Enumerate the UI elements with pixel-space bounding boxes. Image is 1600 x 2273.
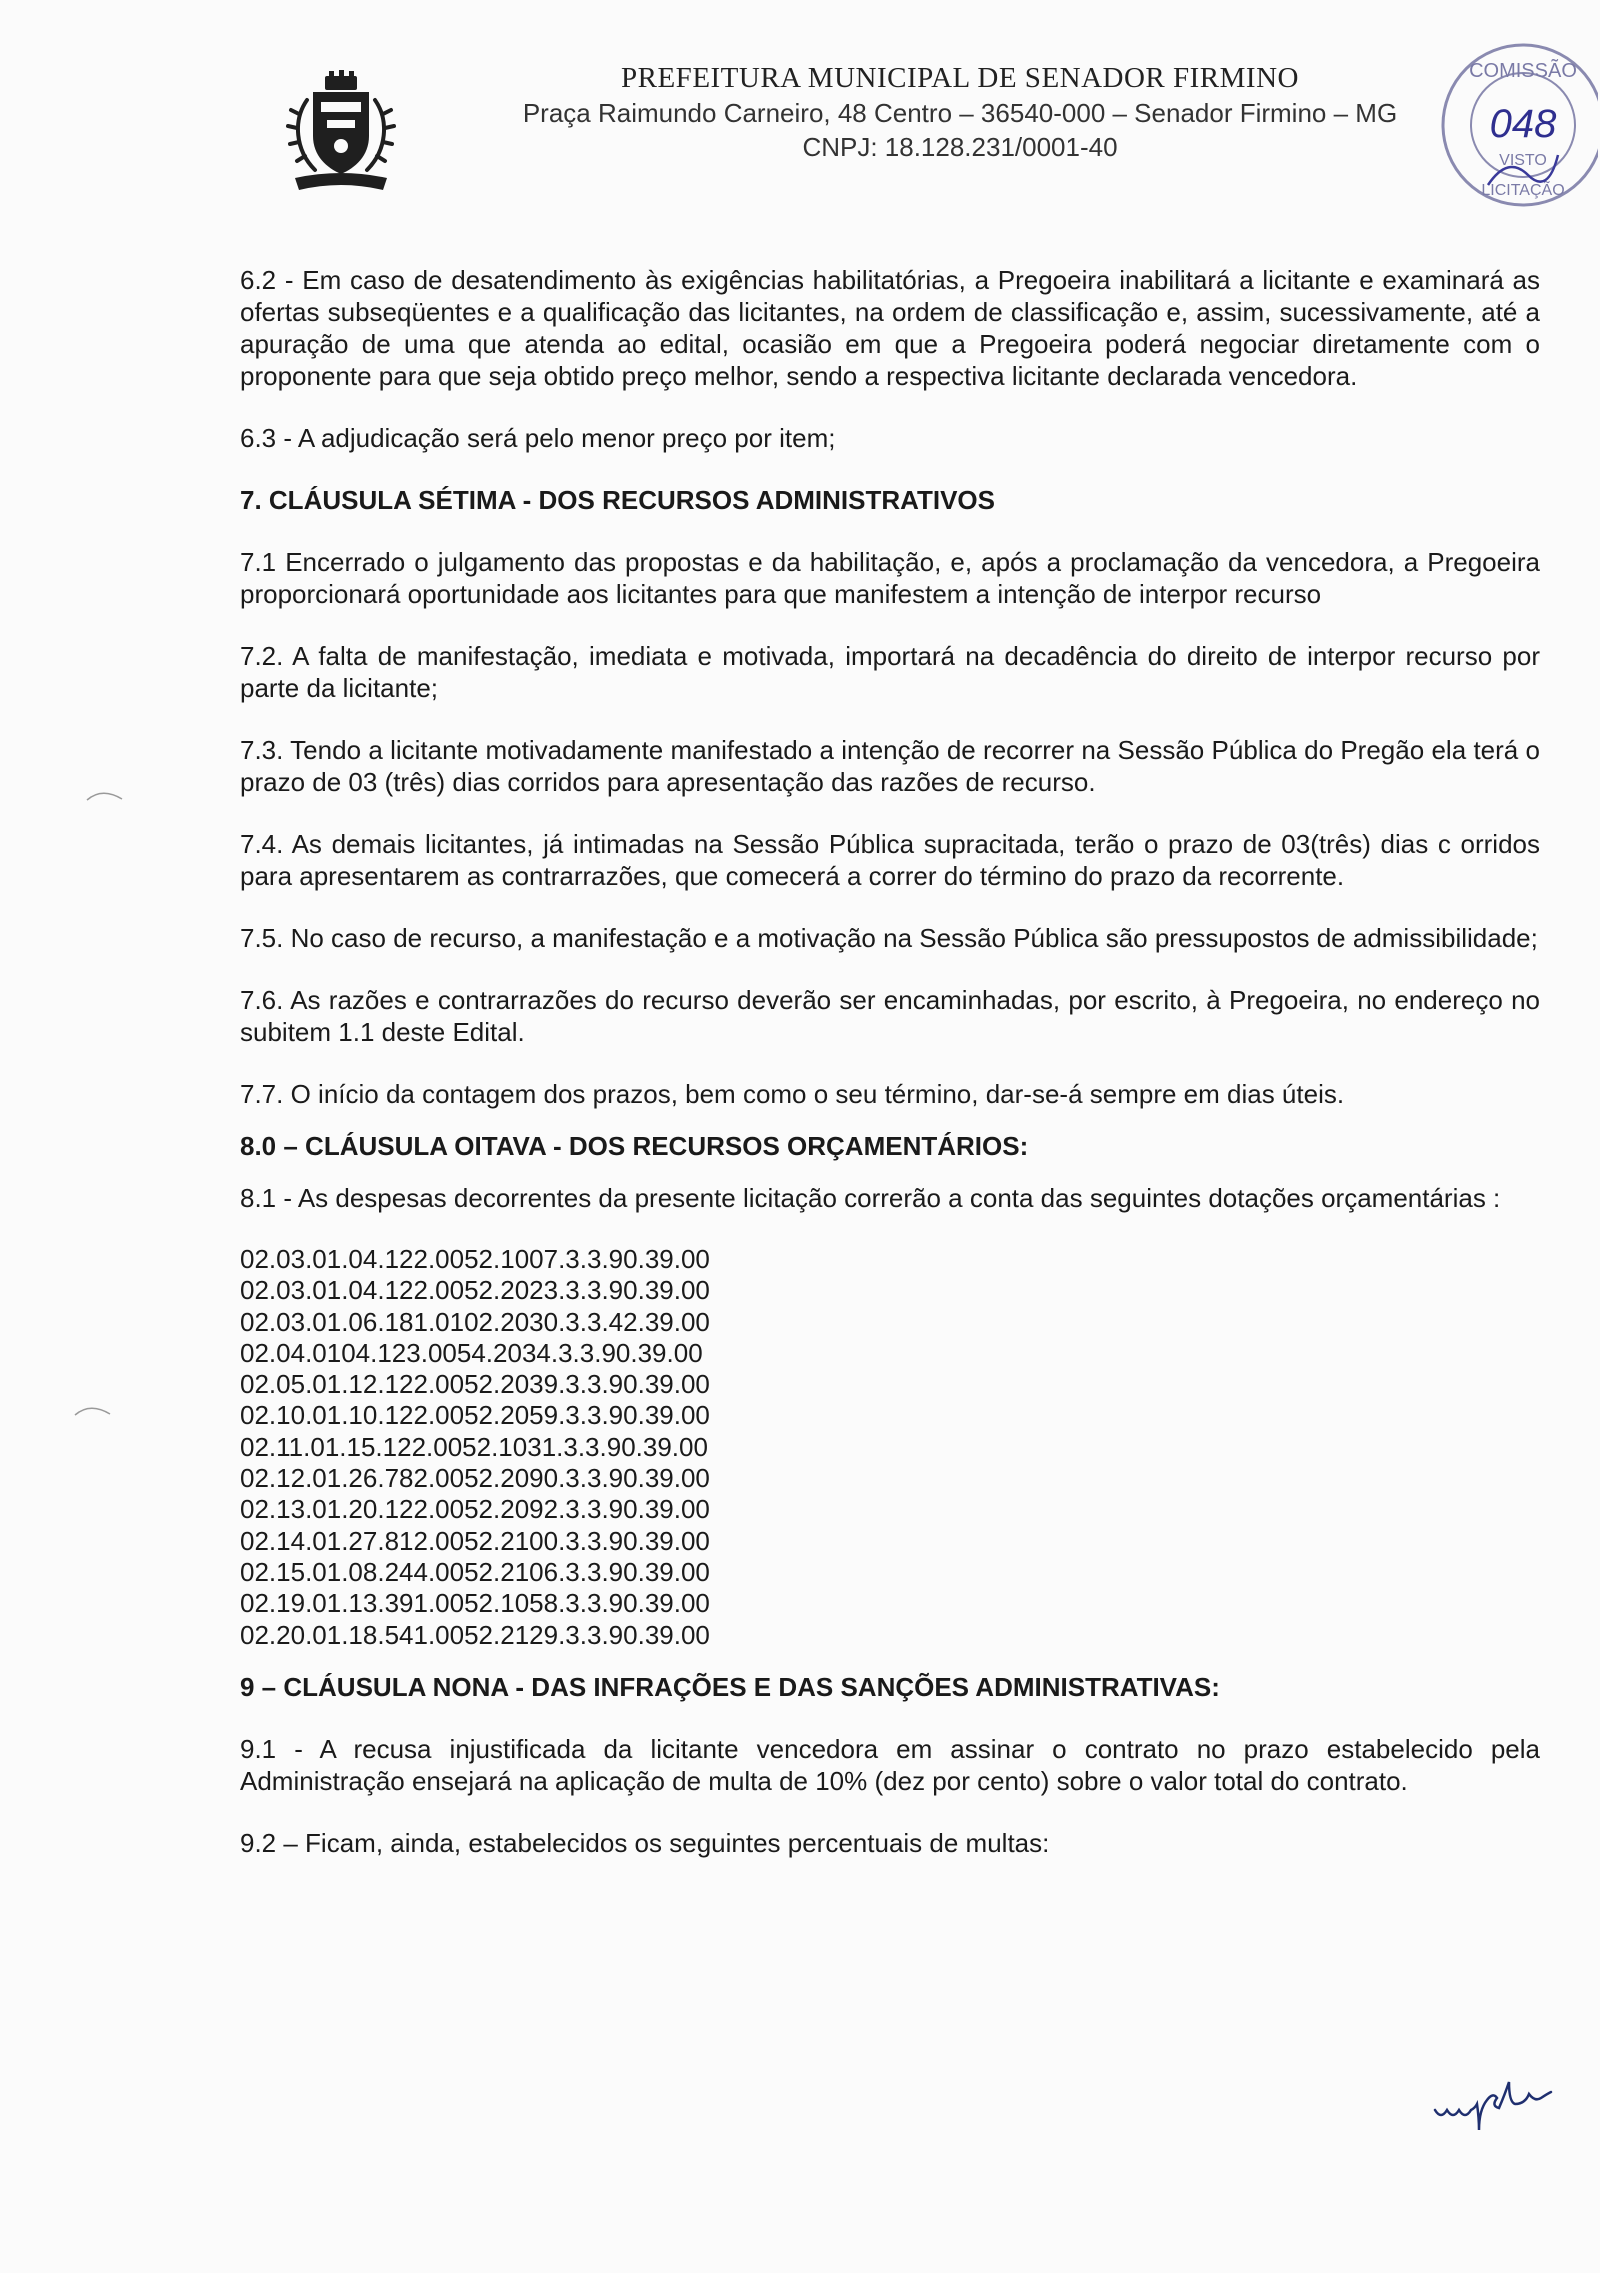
- stamp-bottom-text: LICITAÇÃO: [1481, 182, 1565, 199]
- heading-clause-8: 8.0 – CLÁUSULA OITAVA - DOS RECURSOS ORÇAMENTÁRIOS:: [240, 1131, 1029, 1161]
- budget-code: 02.19.01.13.391.0052.1058.3.3.90.39.00: [240, 1588, 710, 1619]
- paragraph-9-2: 9.2 – Ficam, ainda, estabelecidos os seguintes percentuais de multas:: [240, 1827, 1050, 1858]
- paragraph-8-1: 8.1 - As despesas decorrentes da presente licitação correrão a conta das seguintes dotações orçamentárias :: [240, 1183, 1501, 1213]
- stamp-top-text: COMISSÃO: [1469, 60, 1577, 82]
- letterhead-cnpj: CNPJ: 18.128.231/0001-40: [802, 132, 1118, 162]
- letterhead: [460, 62, 1460, 163]
- paragraph-7-3: 7.3. Tendo a licitante motivadamente manifestado a intenção de recorrer na Sessão Pública do Pregão ela terá o prazo de 03 (três) dias corridos para apresentação das razões de recurso.: [240, 735, 1540, 797]
- stamp-number: 048: [1489, 102, 1557, 146]
- budget-code: 02.20.01.18.541.0052.2129.3.3.90.39.00: [240, 1619, 710, 1650]
- handwritten-initials-signature: [1430, 2070, 1600, 2140]
- commission-stamp: [1428, 25, 1598, 225]
- budget-code: 02.05.01.12.122.0052.2039.3.3.90.39.00: [240, 1369, 710, 1400]
- paragraph-6-3: 6.3 - A adjudicação será pelo menor preço por item;: [240, 423, 836, 453]
- budget-code: 02.04.0104.123.0054.2034.3.3.90.39.00: [240, 1337, 703, 1368]
- paragraph-7-6: 7.6. As razões e contrarrazões do recurso deverão ser encaminhadas, por escrito, à Pregoeira, no endereço no subitem 1.1 deste Edital.: [240, 985, 1540, 1047]
- letterhead-address: Praça Raimundo Carneiro, 48 Centro – 36540-000 – Senador Firmino – MG: [522, 98, 1398, 128]
- budget-code: 02.10.01.10.122.0052.2059.3.3.90.39.00: [240, 1400, 710, 1431]
- paragraph-7-2: 7.2. A falta de manifestação, imediata e motivada, importará na decadência do direito de interpor recurso por parte da licitante;: [240, 641, 1540, 703]
- budget-code: 02.11.01.15.122.0052.1031.3.3.90.39.00: [240, 1431, 708, 1462]
- budget-code: 02.03.01.06.181.0102.2030.3.3.42.39.00: [240, 1306, 710, 1337]
- budget-code: 02.03.01.04.122.0052.2023.3.3.90.39.00: [240, 1275, 710, 1306]
- margin-scan-mark: [82, 785, 132, 805]
- paragraph-7-5: 7.5. No caso de recurso, a manifestação e a motivação na Sessão Pública são pressupostos de admissibilidade;: [240, 923, 1538, 953]
- budget-code: 02.14.01.27.812.0052.2100.3.3.90.39.00: [240, 1525, 710, 1556]
- letterhead-title: PREFEITURA MUNICIPAL DE SENADOR FIRMINO: [621, 62, 1299, 94]
- stamp-visto-text: VISTO: [1499, 152, 1547, 169]
- budget-code: 02.03.01.04.122.0052.1007.3.3.90.39.00: [240, 1244, 710, 1274]
- paragraph-7-7: 7.7. O início da contagem dos prazos, bem como o seu término, dar-se-á sempre em dias úteis.: [240, 1079, 1345, 1109]
- budget-allocation-list: [240, 1244, 1540, 1651]
- paragraph-6-2: 6.2 - Em caso de desatendimento às exigências habilitatórias, a Pregoeira inabilitará a licitante e examinará as ofertas subseqüentes e a qualificação das licitantes, na ordem de classificação e, assim, sucessivamente, até a apuração de uma que atenda ao edital, ocasião em que a Pregoeira poderá negociar diretamente com o proponente para que seja obtido preço melhor, sendo a respectiva licitante declarada vencedora.: [240, 265, 1540, 391]
- margin-scan-mark: [70, 1400, 120, 1420]
- budget-code: 02.13.01.20.122.0052.2092.3.3.90.39.00: [240, 1494, 710, 1525]
- heading-clause-7: 7. CLÁUSULA SÉTIMA - DOS RECURSOS ADMINISTRATIVOS: [240, 485, 995, 515]
- paragraph-7-4: 7.4. As demais licitantes, já intimadas na Sessão Pública supracitada, terão o prazo de 03(três) dias c orridos para apresentarem as contrarrazões, que comecerá a correr do término do prazo da recorrente.: [240, 829, 1540, 891]
- heading-clause-9: 9 – CLÁUSULA NONA - DAS INFRAÇÕES E DAS SANÇÕES ADMINISTRATIVAS:: [240, 1671, 1220, 1702]
- document-body: [240, 264, 1540, 1859]
- paragraph-7-1: 7.1 Encerrado o julgamento das propostas e da habilitação, e, após a proclamação da vencedora, a Pregoeira proporcionará oportunidade aos licitantes para que manifestem a intenção de interpor recurso: [240, 547, 1540, 609]
- budget-code: 02.12.01.26.782.0052.2090.3.3.90.39.00: [240, 1463, 710, 1494]
- paragraph-9-1: 9.1 - A recusa injustificada da licitante vencedora em assinar o contrato no prazo estabelecido pela Administração ensejará na aplicação de multa de 10% (dez por cento) sobre o valor total do contrato.: [240, 1733, 1540, 1796]
- municipal-crest-logo: [285, 70, 397, 195]
- budget-code: 02.15.01.08.244.0052.2106.3.3.90.39.00: [240, 1556, 710, 1587]
